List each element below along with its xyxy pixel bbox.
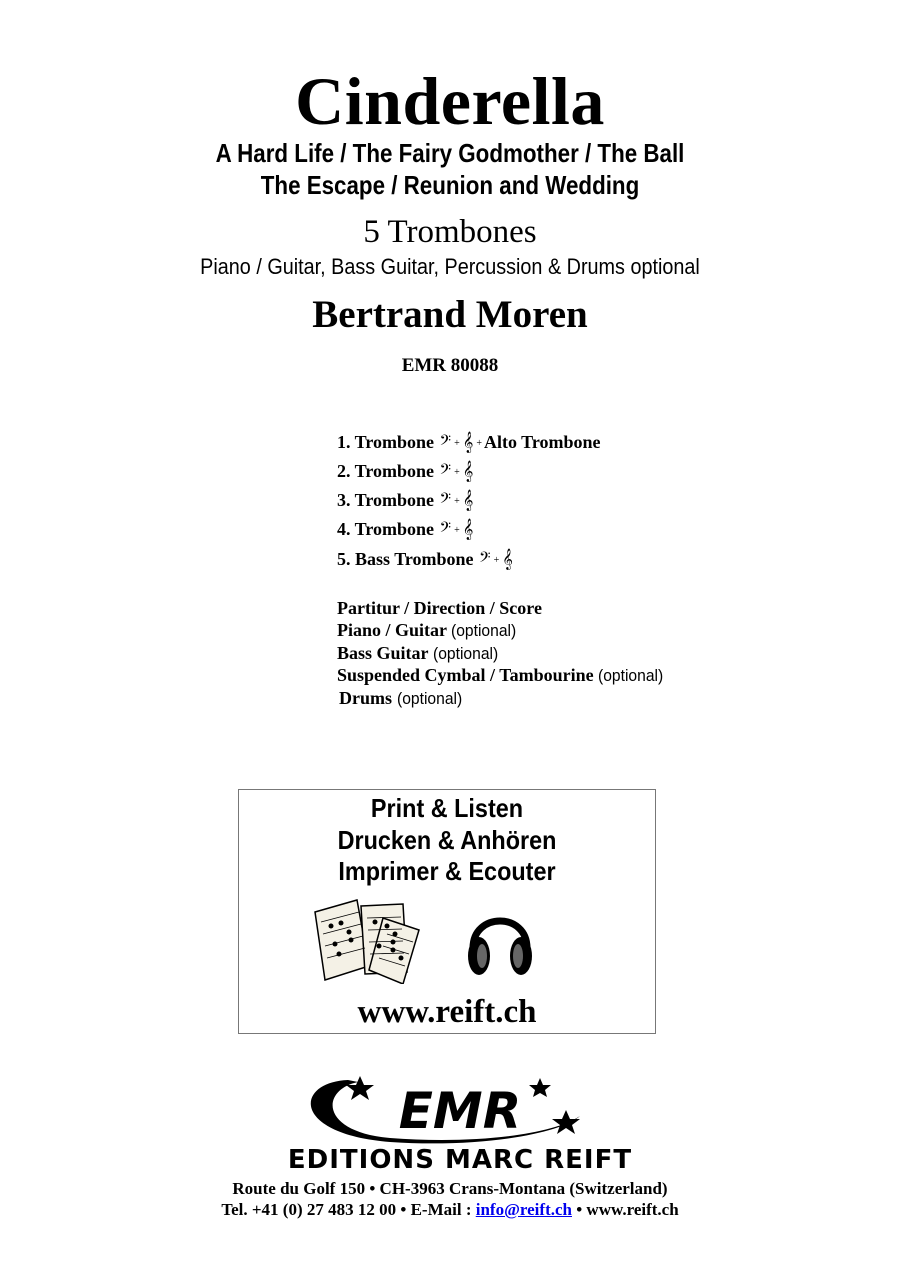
logo-mark: EMR	[398, 1082, 522, 1140]
part-5	[337, 549, 514, 570]
print-listen-box	[238, 789, 656, 1034]
treble-clef-icon: 𝄞	[462, 490, 474, 510]
website-link[interactable]: www.reift.ch	[357, 994, 537, 1030]
part-3	[337, 490, 474, 511]
promo-line-2: Drucken & Anhören	[337, 825, 557, 855]
extra-note: (optional)	[451, 621, 517, 640]
plus-sign: +	[454, 467, 460, 479]
extra-bass-guitar	[337, 643, 504, 664]
part-2	[337, 461, 474, 482]
plus-sign: +	[493, 555, 500, 567]
extra-label: Drums	[339, 688, 392, 708]
plus-sign: +	[454, 525, 460, 537]
treble-clef-icon: 𝄞	[502, 549, 513, 569]
emr-logo	[240, 1076, 680, 1172]
part-label: 4. Trombone	[337, 519, 435, 539]
footer-contact	[0, 1200, 900, 1220]
emr-logo-graphic	[240, 1076, 680, 1172]
extra-label: Partitur / Direction / Score	[337, 598, 542, 618]
footer-address: Route du Golf 150 • CH-3963 Crans-Montana (Switzerland)	[232, 1179, 668, 1198]
promo-line-1: Print & Listen	[370, 793, 524, 823]
sheet-music-icon	[311, 896, 423, 984]
extra-note: (optional)	[598, 666, 664, 685]
extra-label: Bass Guitar	[337, 643, 429, 663]
treble-clef-icon: 𝄞	[462, 519, 474, 539]
part-label: 3. Trombone	[337, 490, 435, 510]
title: Cinderella	[295, 63, 605, 139]
bass-clef-icon: 𝄢	[439, 432, 452, 452]
catalog-number: EMR 80088	[401, 355, 499, 376]
logo-name: EDITIONS MARC REIFT	[287, 1145, 633, 1172]
bass-clef-icon: 𝄢	[439, 519, 452, 539]
part-label: 1. Trombone	[337, 432, 435, 452]
plus-sign: +	[454, 496, 460, 508]
extra-score	[337, 598, 542, 619]
part-1	[337, 432, 601, 453]
bass-clef-icon: 𝄢	[439, 461, 452, 481]
part-label: 5. Bass Trombone	[337, 549, 474, 569]
part-suffix: Alto Trombone	[484, 432, 601, 452]
promo-line-3: Imprimer & Ecouter	[338, 856, 556, 886]
composer: Bertrand Moren	[312, 293, 588, 336]
footer-web[interactable]: • www.reift.ch	[576, 1200, 679, 1219]
treble-clef-icon: 𝄞	[462, 432, 474, 452]
footer-tel: Tel. +41 (0) 27 483 12 00 • E-Mail :	[221, 1200, 472, 1219]
subtitle-line-2: The Escape / Reunion and Wedding	[260, 170, 640, 200]
part-4	[337, 519, 474, 540]
optional-instruments: Piano / Guitar, Bass Guitar, Percussion & Drums optional	[200, 254, 700, 279]
bass-clef-icon: 𝄢	[439, 490, 452, 510]
treble-clef-icon: 𝄞	[462, 461, 474, 481]
extra-drums	[339, 688, 467, 709]
extra-label: Suspended Cymbal / Tambourine	[337, 665, 594, 685]
subtitle-line-1: A Hard Life / The Fairy Godmother / The Ball	[215, 138, 685, 168]
extra-note: (optional)	[396, 689, 462, 708]
plus-sign: +	[454, 438, 460, 450]
headphones-icon	[465, 902, 535, 980]
part-label: 2. Trombone	[337, 461, 435, 481]
bass-clef-icon: 𝄢	[479, 549, 491, 569]
extra-piano-guitar	[337, 620, 522, 641]
instrumentation: 5 Trombones	[363, 214, 537, 250]
extra-percussion	[337, 665, 669, 686]
extra-note: (optional)	[432, 644, 498, 663]
plus-sign: +	[476, 438, 483, 450]
email-link[interactable]: info@reift.ch	[475, 1200, 572, 1219]
extra-label: Piano / Guitar	[337, 620, 447, 640]
